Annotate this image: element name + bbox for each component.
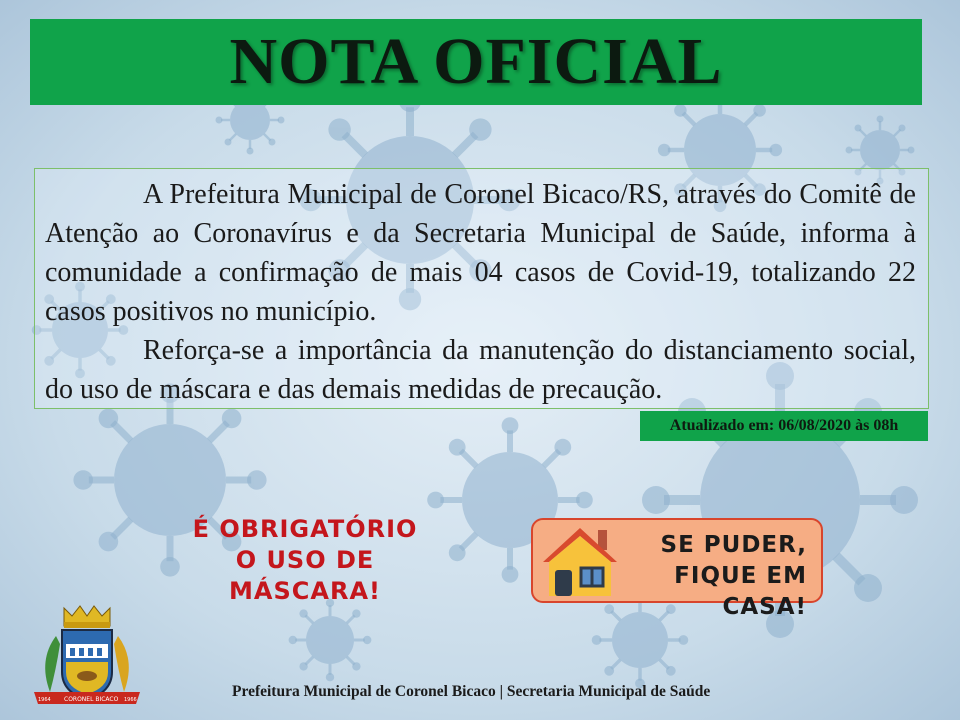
stay-home-line-2: FIQUE EM CASA! xyxy=(674,563,807,620)
notice-box xyxy=(34,168,929,409)
mask-mandatory-note xyxy=(190,514,420,607)
title-banner xyxy=(30,19,922,105)
stay-home-label xyxy=(607,530,807,623)
notice-paragraph-2: Reforça-se a importância da manutenção do distanciamento social, do uso de máscara e das demais medidas de precaução. xyxy=(45,335,916,405)
stay-home-line-1: SE PUDER, xyxy=(660,532,807,558)
svg-text:1964: 1964 xyxy=(38,697,51,703)
mask-note-line-3: MÁSCARA! xyxy=(229,577,381,605)
svg-text:1966: 1966 xyxy=(124,697,137,703)
svg-text:CORONEL BICACO: CORONEL BICACO xyxy=(64,696,119,703)
footer-text: Prefeitura Municipal de Coronel Bicaco | Secretaria Municipal de Saúde xyxy=(232,683,711,700)
stay-home-box xyxy=(531,518,823,620)
updated-badge: Atualizado em: 06/08/2020 às 08h xyxy=(640,411,928,441)
notice-paragraph-1: A Prefeitura Municipal de Coronel Bicaco/RS, através do Comitê de Atenção ao Coronavírus e da Secretaria Municipal de Saúde, informa à comunidade a confirmação de mais 04 casos de Covid-19, totalizando 22 casos positivos no município. xyxy=(45,179,916,327)
mask-note-line-2: O USO DE xyxy=(235,546,375,574)
municipal-crest-icon xyxy=(26,600,148,712)
page-title: NOTA OFICIAL xyxy=(229,25,723,98)
mask-note-line-1: É OBRIGATÓRIO xyxy=(192,515,418,543)
